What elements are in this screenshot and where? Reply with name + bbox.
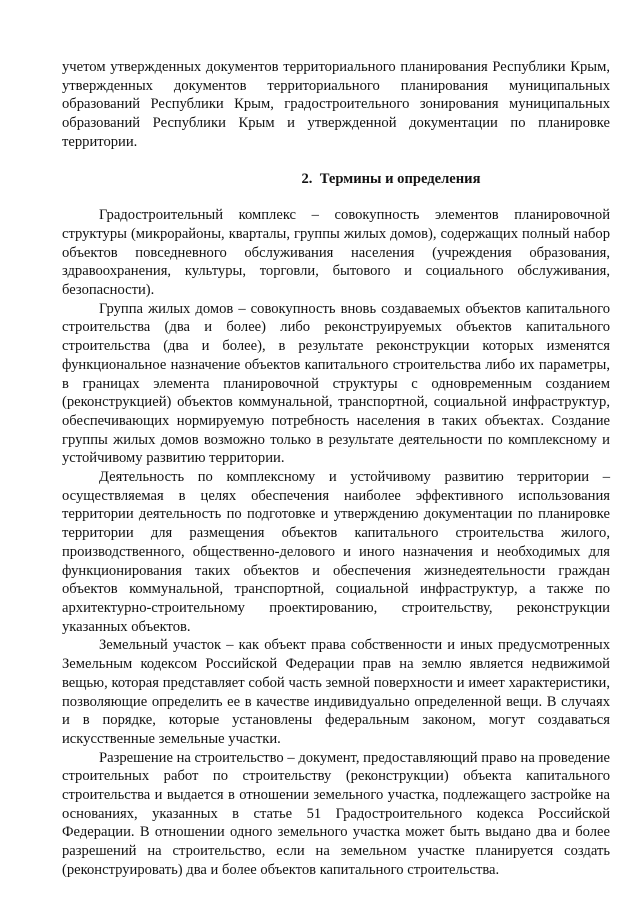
- section-heading: [62, 170, 610, 189]
- definition-paragraph: Деятельность по комплексному и устойчивому развитию территории – осуществляемая в целях обеспечения наиболее эффективного использования территории деятельность по подготовке и утверждению документации по планировке территории для размещения объектов капитального строительства жилого, производственного, общественно-делового и иного назначения и необходимых для функционирования таких объектов и обеспечения жизнедеятельности граждан объектов коммунальной, транспортной, социальной инфраструктур, а также по архитектурно-строительному проектированию, строительству, реконструкции указанных объектов.: [62, 469, 610, 635]
- definition-paragraph: Группа жилых домов – совокупность вновь создаваемых объектов капитального строительства (два и более) либо реконструируемых объектов капитального строительства (два и более), в результате реконструкции которых изменятся функциональное назначение объектов капитального строительства либо их параметры, в границах элемента планировочной структуры с одновременным созданием (реконструкцией) объектов коммунальной, транспортной, социальной инфраструктур, обеспечивающих нормируемую потребность населения в таких объектах. Создание группы жилых домов возможно только в результате деятельности по комплексному и устойчивому развитию территории.: [62, 300, 610, 467]
- definition-paragraph: Градостроительный комплекс – совокупность элементов планировочной структуры (микрорайоны, кварталы, группы жилых домов), содержащих полный набор объектов повседневного обслуживания населения (учреждения образования, здравоохранения, культуры, торговли, бытового и социального обслуживания, безопасности).: [62, 207, 610, 299]
- definition-paragraph: Земельный участок – как объект права собственности и иных предусмотренных Земельным кодексом Российской Федерации прав на землю является недвижимой вещью, которая представляет собой часть земной поверхности и имеет характеристики, позволяющие определить ее в качестве индивидуально определенной вещи. В случаях и в порядке, которые установлены федеральным законом, могут создаваться искусственные земельные участки.: [62, 637, 610, 747]
- document-page: [62, 58, 610, 880]
- section-title: Термины и определения: [319, 170, 481, 187]
- section-number: 2.: [301, 170, 313, 187]
- definition-paragraph: Разрешение на строительство – документ, предоставляющий право на проведение строительных работ по строительству (реконструкции) объекта капитального строительства и выдается в отношении земельного участка, подлежащего застройке на основаниях, указанных в статье 51 Градостроительного кодекса Российской Федерации. В отношении одного земельного участка может быть выдано два и более разрешений на строительство, если на земельном участке планируется создать (реконструировать) два и более объектов капитального строительства.: [62, 749, 610, 878]
- intro-paragraph: учетом утвержденных документов территориального планирования Республики Крым, утвержденных документов территориального планирования муниципальных образований Республики Крым, градостроительного зонирования муниципальных образований Республики Крым и утвержденной документации по планировке территории.: [62, 59, 610, 150]
